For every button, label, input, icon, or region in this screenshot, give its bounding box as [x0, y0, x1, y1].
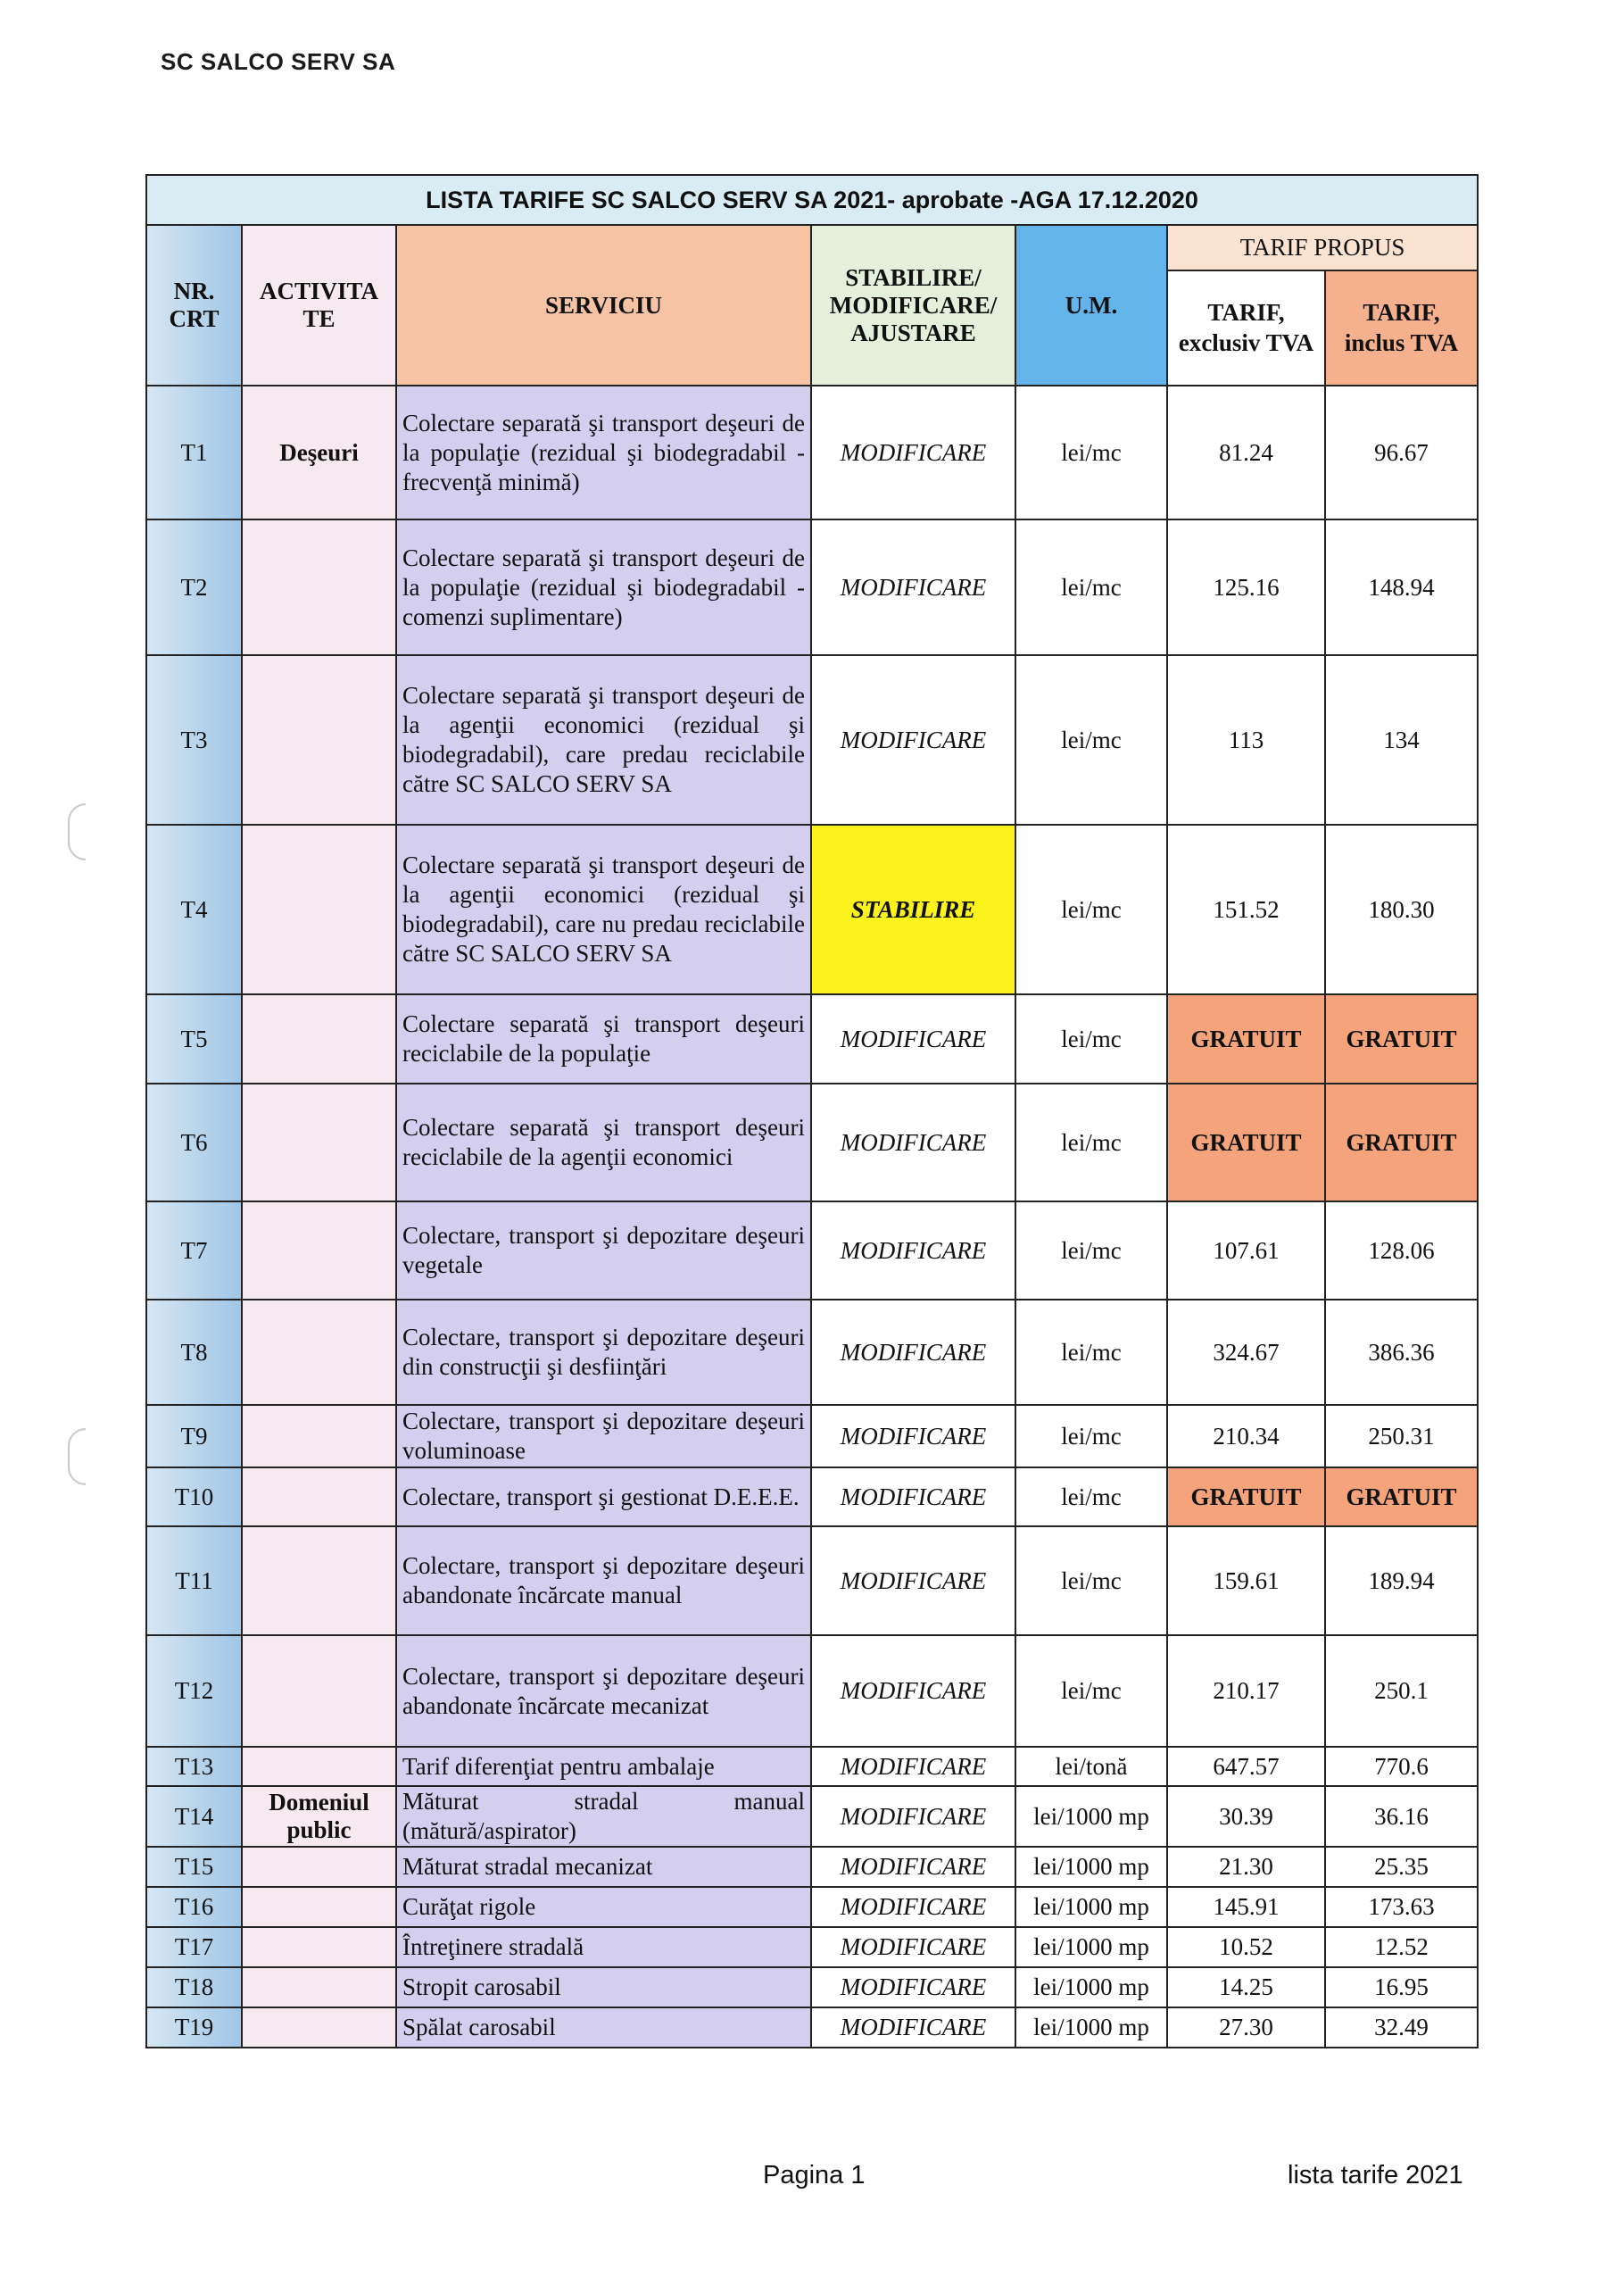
- row-nr: T14: [146, 1786, 242, 1847]
- row-tarif-exclusiv: 210.17: [1167, 1635, 1325, 1747]
- table-row: [146, 825, 1478, 994]
- row-serviciu: Colectare separată şi transport deşeuri reciclabile de la agenţii economici: [396, 1084, 811, 1201]
- row-tarif-inclus: 25.35: [1325, 1847, 1478, 1887]
- row-um: lei/mc: [1015, 655, 1167, 825]
- row-tarif-exclusiv: 113: [1167, 655, 1325, 825]
- row-tarif-inclus: 250.1: [1325, 1635, 1478, 1747]
- row-um: lei/mc: [1015, 386, 1167, 519]
- row-activitate: [242, 994, 396, 1084]
- row-activitate: [242, 1300, 396, 1405]
- row-nr: T3: [146, 655, 242, 825]
- row-tarif-inclus: 32.49: [1325, 2007, 1478, 2048]
- row-nr: T17: [146, 1927, 242, 1967]
- row-um: lei/mc: [1015, 1201, 1167, 1300]
- table-row: [146, 655, 1478, 825]
- row-activitate: [242, 1967, 396, 2007]
- scan-punch-mark: [68, 803, 86, 860]
- row-um: lei/mc: [1015, 1526, 1167, 1635]
- row-actiune: MODIFICARE: [811, 994, 1015, 1084]
- row-actiune: MODIFICARE: [811, 1526, 1015, 1635]
- row-activitate: [242, 1526, 396, 1635]
- row-tarif-exclusiv: 81.24: [1167, 386, 1325, 519]
- row-um: lei/1000 mp: [1015, 1786, 1167, 1847]
- row-tarif-inclus: 148.94: [1325, 519, 1478, 655]
- row-nr: T16: [146, 1887, 242, 1927]
- table-row: [146, 1201, 1478, 1300]
- row-nr: T1: [146, 386, 242, 519]
- row-actiune: MODIFICARE: [811, 2007, 1015, 2048]
- row-serviciu: Întreţinere stradală: [396, 1927, 811, 1967]
- row-nr: T13: [146, 1747, 242, 1786]
- table-row: [146, 1847, 1478, 1887]
- company-header: SC SALCO SERV SA: [161, 48, 396, 75]
- row-activitate: [242, 1084, 396, 1201]
- row-actiune: MODIFICARE: [811, 1635, 1015, 1747]
- row-tarif-inclus: GRATUIT: [1325, 1467, 1478, 1526]
- row-tarif-inclus: 770.6: [1325, 1747, 1478, 1786]
- row-serviciu: Colectare separată şi transport deşeuri de la populaţie (rezidual şi biodegradabil - frecvenţă minimă): [396, 386, 811, 519]
- row-tarif-exclusiv: 21.30: [1167, 1847, 1325, 1887]
- row-actiune: MODIFICARE: [811, 1927, 1015, 1967]
- row-serviciu: Colectare, transport şi depozitare deşeuri voluminoase: [396, 1405, 811, 1467]
- table-title: LISTA TARIFE SC SALCO SERV SA 2021- aprobate -AGA 17.12.2020: [146, 175, 1478, 225]
- row-um: lei/mc: [1015, 1300, 1167, 1405]
- row-nr: T5: [146, 994, 242, 1084]
- row-serviciu: Colectare, transport şi depozitare deşeuri din construcţii şi desfiinţări: [396, 1300, 811, 1405]
- row-tarif-inclus: 173.63: [1325, 1887, 1478, 1927]
- row-tarif-inclus: 96.67: [1325, 386, 1478, 519]
- row-actiune: MODIFICARE: [811, 1467, 1015, 1526]
- row-tarif-inclus: 250.31: [1325, 1405, 1478, 1467]
- row-tarif-inclus: 134: [1325, 655, 1478, 825]
- row-tarif-exclusiv: 145.91: [1167, 1887, 1325, 1927]
- row-um: lei/mc: [1015, 1405, 1167, 1467]
- row-serviciu: Colectare, transport şi gestionat D.E.E.E.: [396, 1467, 811, 1526]
- row-um: lei/1000 mp: [1015, 1887, 1167, 1927]
- row-um: lei/1000 mp: [1015, 1967, 1167, 2007]
- row-tarif-exclusiv: 151.52: [1167, 825, 1325, 994]
- table-row: [146, 1084, 1478, 1201]
- row-nr: T2: [146, 519, 242, 655]
- row-tarif-inclus: 16.95: [1325, 1967, 1478, 2007]
- row-tarif-inclus: 128.06: [1325, 1201, 1478, 1300]
- row-nr: T7: [146, 1201, 242, 1300]
- table-row: [146, 1635, 1478, 1747]
- row-actiune: MODIFICARE: [811, 1887, 1015, 1927]
- row-activitate: Domeniul public: [242, 1786, 396, 1847]
- header-tarif-propus: TARIF PROPUS: [1167, 225, 1478, 270]
- scan-punch-mark: [68, 1428, 86, 1485]
- row-activitate: [242, 1635, 396, 1747]
- table-row: [146, 1467, 1478, 1526]
- row-actiune: MODIFICARE: [811, 1405, 1015, 1467]
- row-nr: T18: [146, 1967, 242, 2007]
- row-serviciu: Colectare, transport şi depozitare deşeuri vegetale: [396, 1201, 811, 1300]
- row-tarif-exclusiv: 30.39: [1167, 1786, 1325, 1847]
- header-nr-crt: NR. CRT: [146, 225, 242, 386]
- table-row: [146, 519, 1478, 655]
- row-nr: T9: [146, 1405, 242, 1467]
- table-row: [146, 386, 1478, 519]
- row-activitate: [242, 1847, 396, 1887]
- row-tarif-inclus: 36.16: [1325, 1786, 1478, 1847]
- row-actiune: MODIFICARE: [811, 1747, 1015, 1786]
- table-row: [146, 1786, 1478, 1847]
- table-row: [146, 994, 1478, 1084]
- header-serviciu: SERVICIU: [396, 225, 811, 386]
- row-tarif-inclus: 386.36: [1325, 1300, 1478, 1405]
- row-nr: T12: [146, 1635, 242, 1747]
- row-serviciu: Spălat carosabil: [396, 2007, 811, 2048]
- header-um: U.M.: [1015, 225, 1167, 386]
- row-activitate: [242, 655, 396, 825]
- row-tarif-exclusiv: 125.16: [1167, 519, 1325, 655]
- row-um: lei/1000 mp: [1015, 1847, 1167, 1887]
- row-serviciu: Colectare, transport şi depozitare deşeuri abandonate încărcate manual: [396, 1526, 811, 1635]
- row-actiune: MODIFICARE: [811, 1084, 1015, 1201]
- header-activitate: ACTIVITA TE: [242, 225, 396, 386]
- header-tarif-exclusiv: TARIF, exclusiv TVA: [1167, 270, 1325, 386]
- row-serviciu: Stropit carosabil: [396, 1967, 811, 2007]
- row-tarif-inclus: 12.52: [1325, 1927, 1478, 1967]
- row-activitate: [242, 825, 396, 994]
- row-tarif-exclusiv: 210.34: [1167, 1405, 1325, 1467]
- row-um: lei/mc: [1015, 1084, 1167, 1201]
- row-serviciu: Colectare, transport şi depozitare deşeuri abandonate încărcate mecanizat: [396, 1635, 811, 1747]
- row-nr: T19: [146, 2007, 242, 2048]
- row-tarif-exclusiv: 647.57: [1167, 1747, 1325, 1786]
- table-row: [146, 1300, 1478, 1405]
- row-actiune: MODIFICARE: [811, 1847, 1015, 1887]
- row-activitate: Deşeuri: [242, 386, 396, 519]
- row-actiune: MODIFICARE: [811, 1300, 1015, 1405]
- row-nr: T8: [146, 1300, 242, 1405]
- row-um: lei/1000 mp: [1015, 1927, 1167, 1967]
- row-tarif-inclus: 189.94: [1325, 1526, 1478, 1635]
- row-tarif-exclusiv: GRATUIT: [1167, 1467, 1325, 1526]
- row-um: lei/mc: [1015, 1635, 1167, 1747]
- tariff-table: [145, 174, 1479, 2048]
- row-serviciu: Colectare separată şi transport deşeuri reciclabile de la populaţie: [396, 994, 811, 1084]
- row-actiune: MODIFICARE: [811, 1786, 1015, 1847]
- row-actiune: MODIFICARE: [811, 386, 1015, 519]
- row-activitate: [242, 1201, 396, 1300]
- row-actiune: MODIFICARE: [811, 1967, 1015, 2007]
- table-row: [146, 1747, 1478, 1786]
- table-row: [146, 1967, 1478, 2007]
- row-serviciu: Colectare separată şi transport deşeuri de la agenţii economici (rezidual şi biodegradabil), care predau reciclabile către SC SALCO SERV SA: [396, 655, 811, 825]
- row-tarif-exclusiv: 27.30: [1167, 2007, 1325, 2048]
- row-tarif-exclusiv: GRATUIT: [1167, 1084, 1325, 1201]
- row-serviciu: Măturat stradal mecanizat: [396, 1847, 811, 1887]
- row-tarif-inclus: GRATUIT: [1325, 1084, 1478, 1201]
- row-nr: T4: [146, 825, 242, 994]
- row-um: lei/mc: [1015, 1467, 1167, 1526]
- table-row: [146, 1405, 1478, 1467]
- row-tarif-inclus: 180.30: [1325, 825, 1478, 994]
- row-nr: T11: [146, 1526, 242, 1635]
- row-actiune: STABILIRE: [811, 825, 1015, 994]
- row-actiune: MODIFICARE: [811, 1201, 1015, 1300]
- row-tarif-exclusiv: 10.52: [1167, 1927, 1325, 1967]
- row-nr: T10: [146, 1467, 242, 1526]
- row-tarif-exclusiv: 324.67: [1167, 1300, 1325, 1405]
- row-actiune: MODIFICARE: [811, 519, 1015, 655]
- row-activitate: [242, 1747, 396, 1786]
- row-serviciu: Colectare separată şi transport deşeuri de la populaţie (rezidual şi biodegradabil - comenzi suplimentare): [396, 519, 811, 655]
- row-actiune: MODIFICARE: [811, 655, 1015, 825]
- table-row: [146, 1927, 1478, 1967]
- row-tarif-exclusiv: GRATUIT: [1167, 994, 1325, 1084]
- row-um: lei/1000 mp: [1015, 2007, 1167, 2048]
- row-serviciu: Tarif diferenţiat pentru ambalaje: [396, 1747, 811, 1786]
- header-stabilire: STABILIRE/ MODIFICARE/ AJUSTARE: [811, 225, 1015, 386]
- row-nr: T6: [146, 1084, 242, 1201]
- row-tarif-exclusiv: 14.25: [1167, 1967, 1325, 2007]
- row-serviciu: Colectare separată şi transport deşeuri de la agenţii economici (rezidual şi biodegradabil), care nu predau reciclabile către SC SALCO SERV SA: [396, 825, 811, 994]
- row-nr: T15: [146, 1847, 242, 1887]
- row-activitate: [242, 1405, 396, 1467]
- row-um: lei/tonă: [1015, 1747, 1167, 1786]
- row-serviciu: Măturat stradal manual (mătură/aspirator): [396, 1786, 811, 1847]
- row-activitate: [242, 1927, 396, 1967]
- row-tarif-inclus: GRATUIT: [1325, 994, 1478, 1084]
- row-tarif-exclusiv: 159.61: [1167, 1526, 1325, 1635]
- row-activitate: [242, 1467, 396, 1526]
- table-row: [146, 2007, 1478, 2048]
- row-serviciu: Curăţat rigole: [396, 1887, 811, 1927]
- row-activitate: [242, 519, 396, 655]
- table-row: [146, 1526, 1478, 1635]
- table-row: [146, 1887, 1478, 1927]
- row-activitate: [242, 1887, 396, 1927]
- header-tarif-inclus: TARIF, inclus TVA: [1325, 270, 1478, 386]
- row-tarif-exclusiv: 107.61: [1167, 1201, 1325, 1300]
- row-um: lei/mc: [1015, 519, 1167, 655]
- page-number: Pagina 1: [763, 2161, 866, 2189]
- row-um: lei/mc: [1015, 994, 1167, 1084]
- row-um: lei/mc: [1015, 825, 1167, 994]
- row-activitate: [242, 2007, 396, 2048]
- document-name: lista tarife 2021: [1288, 2161, 1463, 2189]
